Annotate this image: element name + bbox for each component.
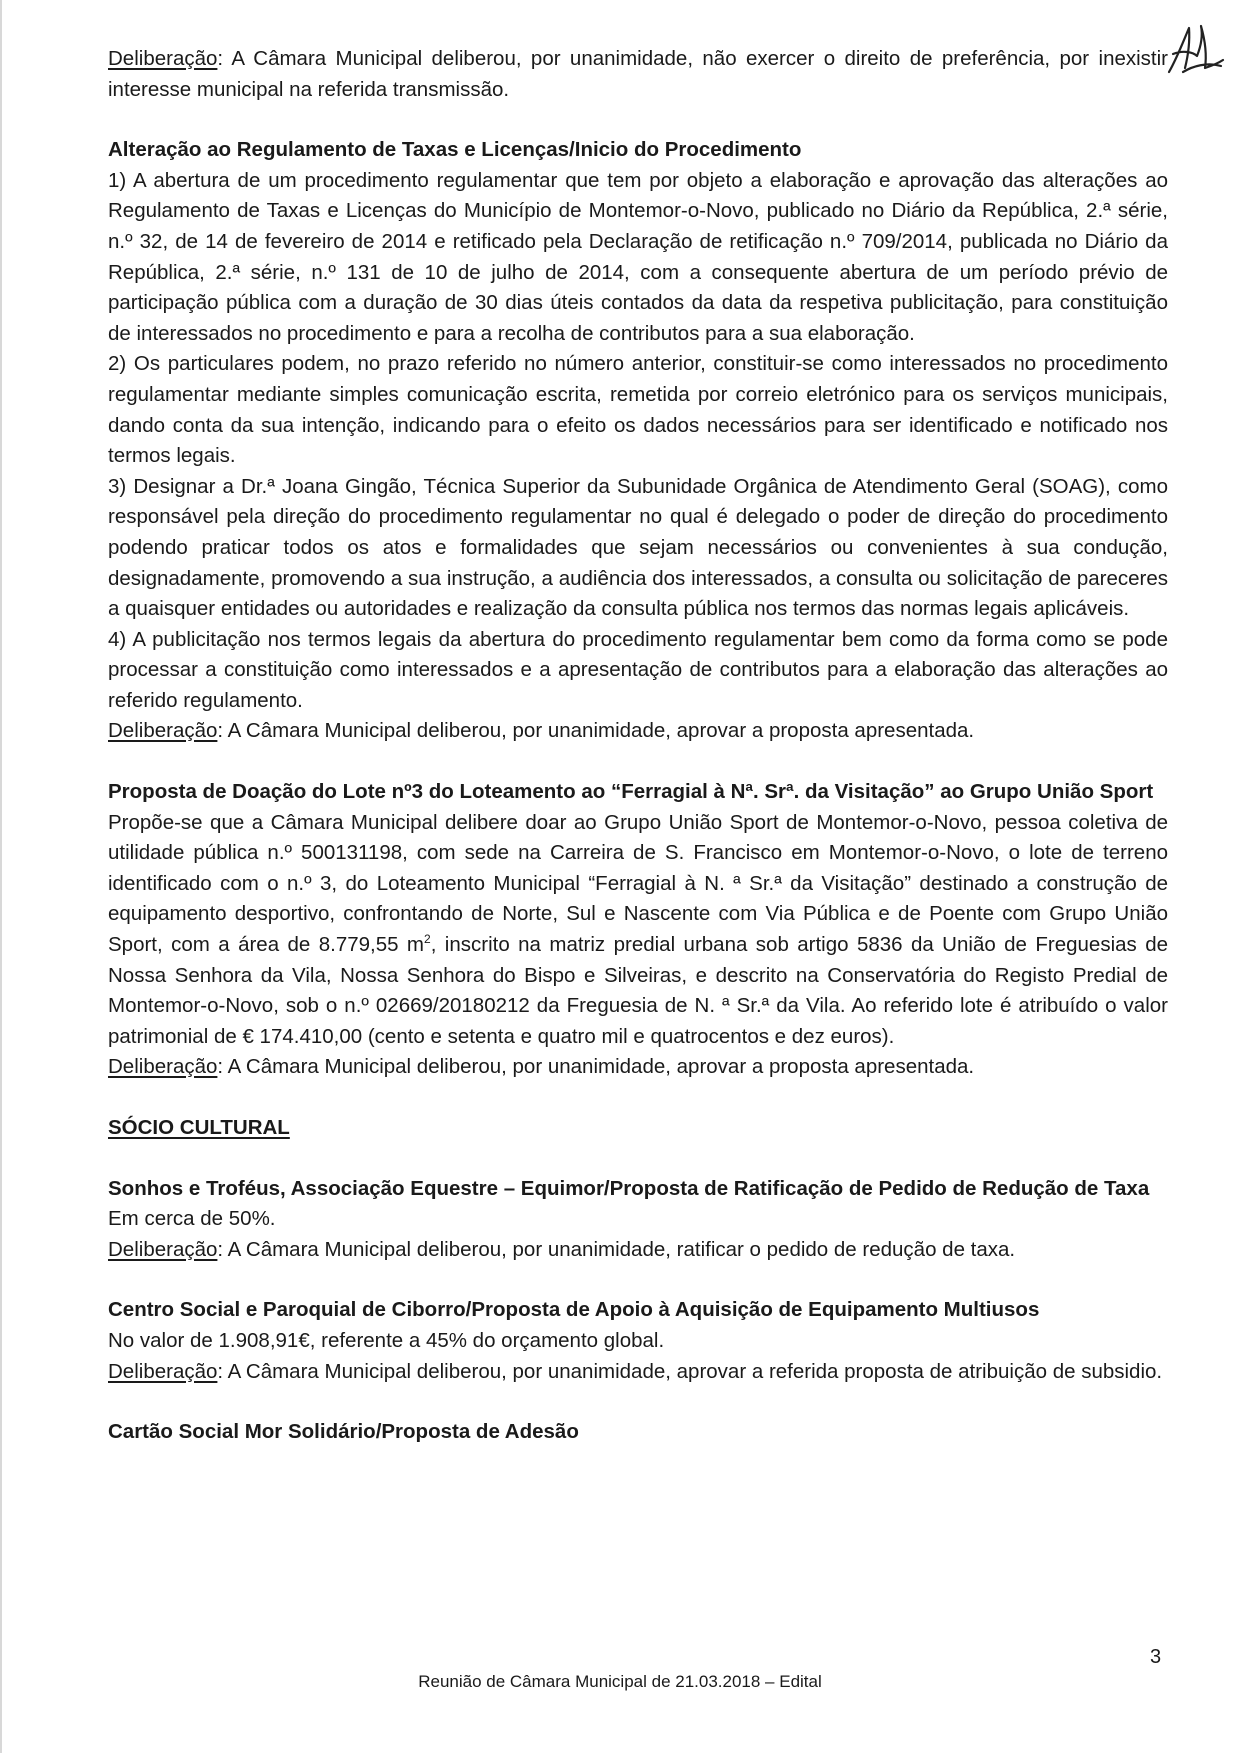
deliberation-label: Deliberação — [108, 1359, 218, 1383]
regulamento-item-4: 4) A publicitação nos termos legais da abertura do procedimento regulamentar bem como da forma como se pode processar a constituição como interessados e a apresentação de contributos para a elaboração das alterações ao referido regulamento. — [108, 627, 1168, 712]
doacao-body-part-b: , inscrito na matriz predial urbana sob artigo 5836 da União de Freguesias de Nossa Senhora da Vila, Nossa Senhora do Bispo e Silveiras, e descrito na Conservatória do Registo Predial de Montemor-o-Novo, sob o n.º 02669/20180212 da Freguesia de N. ª Sr.ª da Vila. Ao referido lote é atribuído o valor patrimonial de € 174.410,00 (cento e setenta e quatro mil e quatrocentos e dez euros). — [108, 933, 1169, 1048]
scan-edge-shadow — [0, 0, 2, 1753]
deliberation-label: Deliberação — [108, 1055, 218, 1079]
deliberation-label: Deliberação — [108, 47, 218, 70]
deliberation-paragraph — [108, 716, 1168, 747]
area-unit-superscript: 2 — [424, 932, 431, 947]
deliberation-paragraph — [108, 44, 1168, 105]
deliberation-paragraph — [108, 1052, 1168, 1083]
section-title-doacao-lote: Proposta de Doação do Lote nº3 do Loteamento ao “Ferragial à Nª. Srª. da Visitação” ao Grupo União Sport — [108, 780, 1154, 804]
section-title-cartao-social: Cartão Social Mor Solidário/Proposta de Adesão — [108, 1420, 579, 1444]
page-number: 3 — [1150, 1646, 1162, 1668]
section-title-regulamento-taxas: Alteração ao Regulamento de Taxas e Licenças/Inicio do Procedimento — [108, 138, 802, 162]
deliberation-text: : A Câmara Municipal deliberou, por unanimidade, aprovar a referida proposta de atribuição de subsidio. — [217, 1359, 1163, 1383]
deliberation-label: Deliberação — [108, 1237, 218, 1261]
sonhos-trofeus-body: Em cerca de 50%. — [108, 1207, 276, 1231]
centro-social-body: No valor de 1.908,91€, referente a 45% do orçamento global. — [108, 1328, 665, 1352]
regulamento-item-3: 3) Designar a Dr.ª Joana Gingão, Técnica Superior da Subunidade Orgânica de Atendimento Geral (SOAG), como responsável pela direção do procedimento regulamentar no qual é delegado o poder de direção do procedimento podendo praticar todos os atos e formalidades que sejam necessários ou convenientes à sua condução, designadamente, promovendo a sua instrução, a audiência dos interessados, a consulta ou solicitação de pareceres a quaisquer entidades ou autoridades e realização da consulta pública nos termos das normas legais aplicáveis. — [108, 474, 1168, 621]
deliberation-text: : A Câmara Municipal deliberou, por unanimidade, aprovar a proposta apresentada. — [217, 719, 975, 743]
page-content — [108, 44, 1168, 1448]
section-title-centro-social-ciborro: Centro Social e Paroquial de Ciborro/Proposta de Apoio à Aquisição de Equipamento Multiusos — [108, 1298, 1040, 1322]
deliberation-paragraph — [108, 1357, 1168, 1388]
deliberation-paragraph — [108, 1235, 1168, 1266]
doacao-body-part-a: Propõe-se que a Câmara Municipal delibere doar ao Grupo União Sport de Montemor-o-Novo, pessoa coletiva de utilidade pública n.º 500131198, com sede na Carreira de S. Francisco em Montemor-o-Novo, o lote de terreno identificado com o n.º 3, do Loteamento Municipal “Ferragial à N. ª Sr.ª da Visitação” destinado a construção de equipamento desportivo, confrontando de Norte, Sul e Nascente com Via Pública e de Poente com Grupo União Sport, com a área de 8.779,55 m — [108, 810, 1168, 957]
section-title-sonhos-trofeus: Sonhos e Troféus, Associação Equestre – Equimor/Proposta de Ratificação de Pedido de Redução de Taxa — [108, 1176, 1150, 1200]
deliberation-text: : A Câmara Municipal deliberou, por unanimidade, não exercer o direito de preferência, por inexistir interesse municipal na referida transmissão. — [108, 47, 1168, 101]
deliberation-text: : A Câmara Municipal deliberou, por unanimidade, aprovar a proposta apresentada. — [217, 1055, 975, 1079]
doacao-lote-body — [108, 808, 1168, 1053]
regulamento-item-1: 1) A abertura de um procedimento regulamentar que tem por objeto a elaboração e aprovação das alterações ao Regulamento de Taxas e Licenças do Município de Montemor-o-Novo, publicado no Diário da República, 2.ª série, n.º 32, de 14 de fevereiro de 2014 e retificado pela Declaração de retificação n.º 709/2014, publicada no Diário da República, 2.ª série, n.º 131 de 10 de julho de 2014, com a consequente abertura de um período prévio de participação pública com a duração de 30 dias úteis contados da data da respetiva publicitação, para constituição de interessados no procedimento e para a recolha de contributos para a sua elaboração. — [108, 168, 1168, 345]
deliberation-label: Deliberação — [108, 719, 218, 743]
regulamento-item-2: 2) Os particulares podem, no prazo referido no número anterior, constituir-se como interessados no procedimento regulamentar mediante simples comunicação escrita, remetida por correio eletrónico para os serviços municipais, dando conta da sua intenção, indicando para o efeito os dados necessários para ser identificado e notificado nos termos legais. — [108, 352, 1168, 468]
page-footer: Reunião de Câmara Municipal de 21.03.2018 – Edital — [418, 1672, 822, 1691]
section-heading-socio-cultural: SÓCIO CULTURAL — [108, 1116, 290, 1139]
deliberation-text: : A Câmara Municipal deliberou, por unanimidade, ratificar o pedido de redução de taxa. — [217, 1237, 1016, 1261]
handwritten-initials-signature — [1163, 22, 1225, 80]
